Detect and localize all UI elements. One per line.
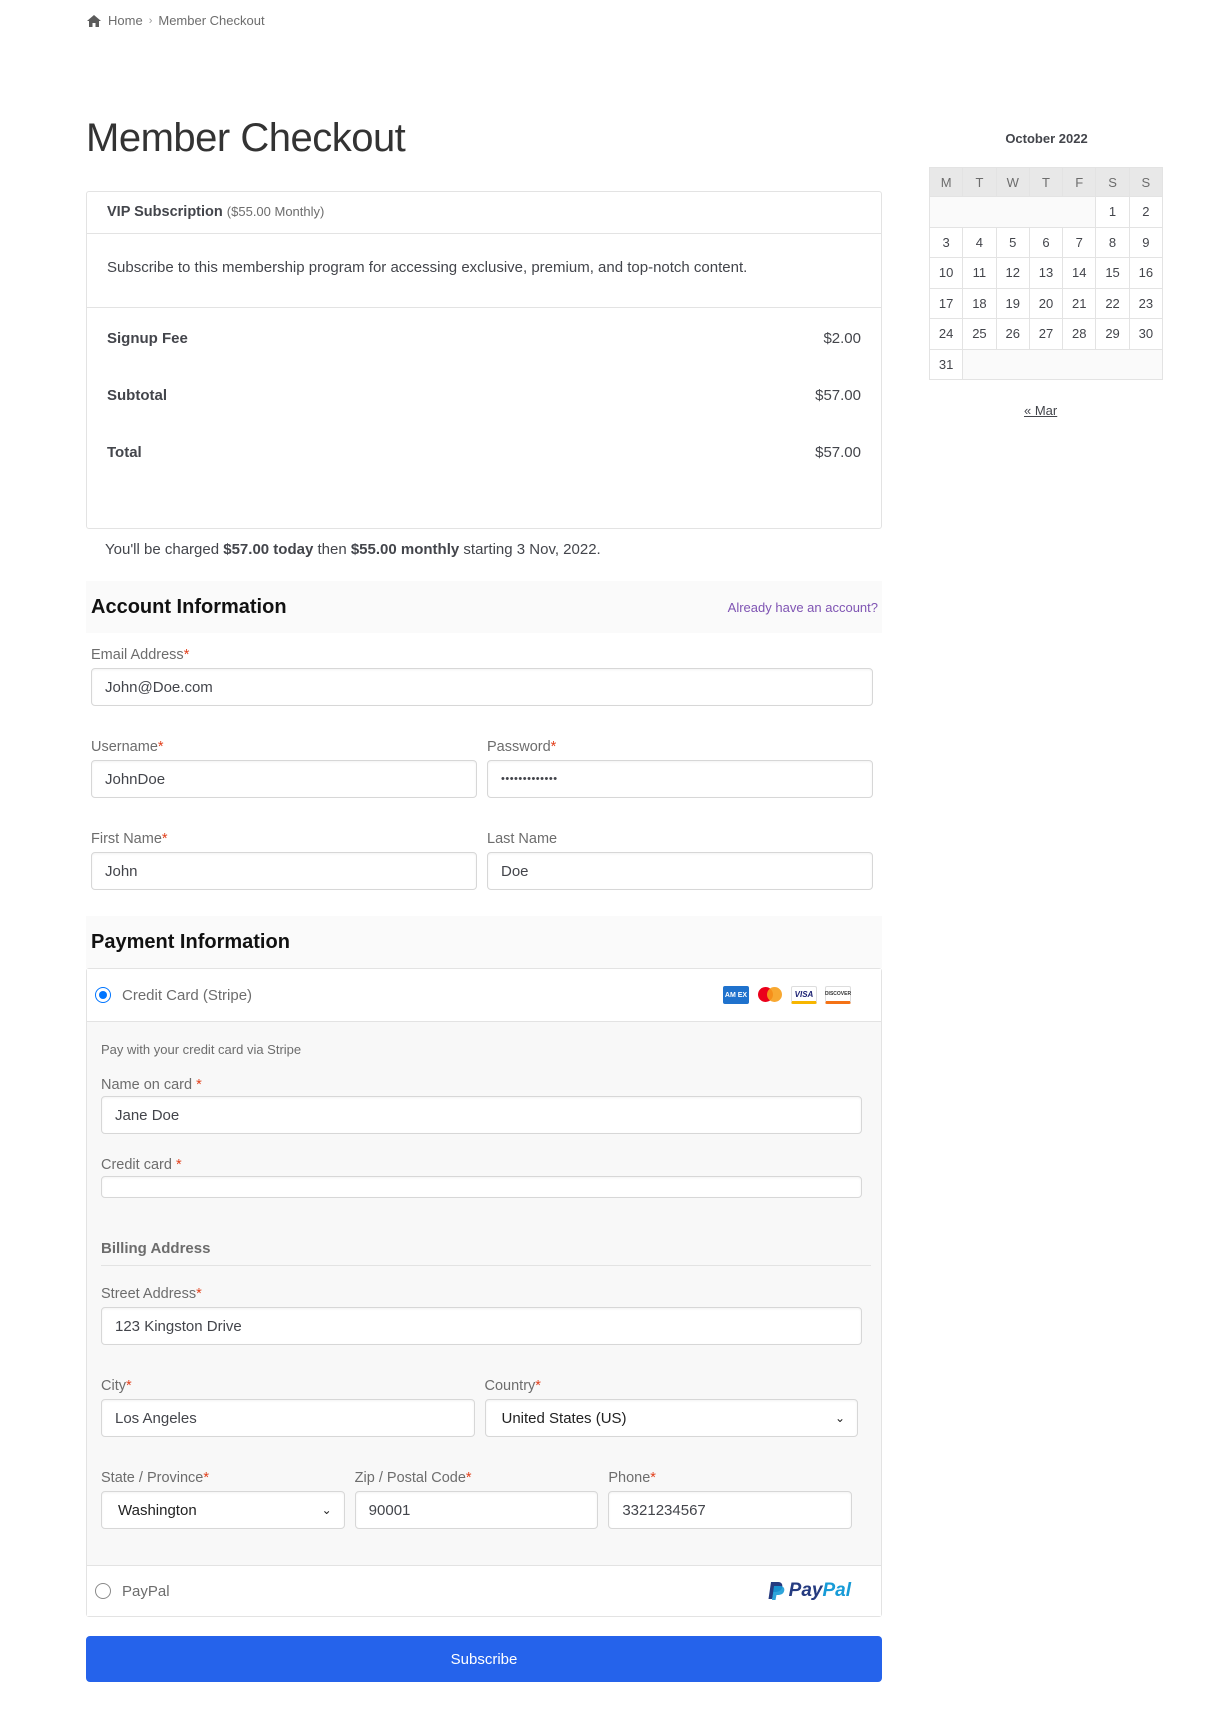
street-label: Street Address*	[101, 1286, 202, 1302]
weekday: T	[963, 168, 996, 197]
weekday: S	[1096, 168, 1129, 197]
calendar-caption: October 2022	[1005, 131, 1088, 146]
row-label: Signup Fee	[107, 330, 188, 347]
password-label: Password*	[487, 739, 557, 755]
breadcrumb-home-link[interactable]: Home	[108, 13, 143, 28]
checkout-form	[86, 191, 882, 1682]
chevron-down-icon: ⌄	[321, 1503, 332, 1517]
calendar-day: 3	[930, 227, 963, 258]
stripe-option[interactable]	[87, 969, 881, 1021]
stripe-radio[interactable]	[95, 987, 111, 1003]
paypal-option-left	[95, 1583, 170, 1600]
credentials-row	[91, 739, 873, 798]
stripe-label: Credit Card (Stripe)	[122, 986, 253, 1004]
discover-icon: DISCOVER	[825, 986, 851, 1004]
name-row	[91, 831, 873, 890]
state-value: Washington	[118, 1501, 197, 1519]
payment-section-header	[86, 916, 882, 968]
account-heading: Account Information	[91, 595, 287, 618]
breadcrumb	[86, 13, 265, 28]
calendar-day: 16	[1129, 258, 1162, 289]
plan-price: ($55.00 Monthly)	[226, 204, 325, 219]
subscribe-button[interactable]: Subscribe	[86, 1636, 882, 1682]
password-group	[487, 739, 873, 798]
city-group	[101, 1378, 475, 1437]
paypal-logo-text-1: Pay	[788, 1580, 823, 1601]
city-field[interactable]: Los Angeles	[101, 1399, 475, 1437]
stripe-form	[87, 1021, 881, 1566]
card-icons	[723, 986, 851, 1004]
plan-header	[87, 192, 881, 234]
state-select[interactable]	[101, 1491, 345, 1529]
calendar-day: 30	[1129, 319, 1162, 350]
calendar-day: 9	[1129, 227, 1162, 258]
credit-card-field[interactable]	[101, 1176, 862, 1198]
charge-monthly-amount: $55.00 monthly	[350, 541, 460, 558]
email-group	[91, 647, 873, 706]
calendar-week	[930, 227, 1163, 258]
first-name-label: First Name*	[91, 831, 168, 847]
weekday: W	[996, 168, 1029, 197]
calendar-day: 19	[996, 288, 1029, 319]
charge-note-prefix: You'll be charged	[105, 541, 224, 558]
calendar-week	[930, 197, 1163, 228]
first-name-field[interactable]: John	[91, 852, 477, 890]
calendar-day: 11	[963, 258, 996, 289]
credit-card-label: Credit card *	[101, 1157, 182, 1173]
calendar-day: 1	[1096, 197, 1129, 228]
calendar-day: 7	[1063, 227, 1096, 258]
calendar-prev-link[interactable]: « Mar	[1024, 403, 1058, 418]
calendar-day: 31	[930, 349, 963, 380]
weekday: F	[1063, 168, 1096, 197]
signup-fee-row	[107, 330, 861, 387]
visa-icon: VISA	[791, 986, 817, 1004]
calendar-day: 22	[1096, 288, 1129, 319]
city-label: City*	[101, 1378, 132, 1394]
calendar-day: 10	[930, 258, 963, 289]
username-field[interactable]: JohnDoe	[91, 760, 477, 798]
zip-label: Zip / Postal Code*	[354, 1470, 472, 1486]
calendar-day: 21	[1063, 288, 1096, 319]
calendar-day: 29	[1096, 319, 1129, 350]
calendar-weekdays	[930, 168, 1163, 197]
credit-card-group	[101, 1157, 862, 1198]
payment-heading: Payment Information	[91, 930, 290, 953]
calendar-day: 18	[963, 288, 996, 319]
paypal-label: PayPal	[122, 1582, 170, 1600]
password-field[interactable]: •••••••••••••	[487, 760, 873, 798]
paypal-radio[interactable]	[95, 1583, 111, 1599]
account-section-header	[86, 581, 882, 633]
phone-field[interactable]: 3321234567	[608, 1491, 852, 1529]
country-label: Country*	[484, 1378, 541, 1394]
calendar-day: 24	[930, 319, 963, 350]
stripe-option-left	[95, 987, 252, 1004]
username-label: Username*	[91, 739, 164, 755]
calendar-week	[930, 349, 1163, 380]
breadcrumb-current: Member Checkout	[158, 13, 265, 28]
state-label: State / Province*	[101, 1470, 210, 1486]
billing-heading: Billing Address	[101, 1240, 871, 1266]
row-label: Subtotal	[107, 387, 167, 404]
calendar-day: 20	[1029, 288, 1062, 319]
calendar-day: 6	[1029, 227, 1062, 258]
row-value: $57.00	[815, 444, 861, 461]
email-field[interactable]: John@Doe.com	[91, 668, 873, 706]
mastercard-icon	[757, 986, 783, 1004]
charge-note	[86, 541, 882, 558]
zip-field[interactable]: 90001	[355, 1491, 599, 1529]
state-group	[101, 1470, 345, 1529]
breadcrumb-separator: ›	[148, 14, 153, 27]
phone-group	[608, 1470, 852, 1529]
calendar-day: 2	[1129, 197, 1162, 228]
plan-name: VIP Subscription	[107, 204, 223, 220]
calendar-day: 25	[963, 319, 996, 350]
last-name-label: Last Name	[487, 831, 558, 847]
calendar-day: 4	[963, 227, 996, 258]
home-icon	[86, 14, 102, 28]
calendar-day: 28	[1063, 319, 1096, 350]
paypal-option[interactable]	[87, 1566, 881, 1616]
zip-group	[355, 1470, 599, 1529]
subtotal-row	[107, 387, 861, 444]
paypal-logo	[767, 1580, 851, 1602]
page-title: Member Checkout	[86, 116, 406, 160]
calendar-day: 23	[1129, 288, 1162, 319]
order-summary	[86, 191, 882, 529]
email-label: Email Address*	[91, 647, 190, 663]
calendar-week	[930, 258, 1163, 289]
price-breakdown	[87, 308, 881, 528]
city-country-row	[101, 1378, 862, 1437]
calendar-day: 27	[1029, 319, 1062, 350]
calendar-day: 12	[996, 258, 1029, 289]
calendar-day: 5	[996, 227, 1029, 258]
row-value: $2.00	[823, 330, 861, 347]
last-name-field[interactable]: Doe	[487, 852, 873, 890]
calendar-nav	[929, 403, 1164, 418]
amex-icon: AM EX	[723, 986, 749, 1004]
paypal-icon	[767, 1581, 785, 1601]
account-fields	[86, 647, 882, 890]
country-select[interactable]	[485, 1399, 859, 1437]
name-on-card-label: Name on card *	[101, 1077, 202, 1093]
username-group	[91, 739, 477, 798]
country-group	[485, 1378, 859, 1437]
calendar-pad	[963, 349, 1163, 380]
calendar-day: 13	[1029, 258, 1062, 289]
stripe-intro: Pay with your credit card via Stripe	[101, 1042, 302, 1057]
paypal-logo-text-2: Pal	[822, 1580, 851, 1601]
calendar-week	[930, 319, 1163, 350]
phone-label: Phone*	[608, 1470, 656, 1486]
name-on-card-field[interactable]: Jane Doe	[101, 1096, 862, 1134]
weekday: S	[1129, 168, 1162, 197]
weekday: M	[930, 168, 963, 197]
row-value: $57.00	[815, 387, 861, 404]
street-field[interactable]: 123 Kingston Drive	[101, 1307, 862, 1345]
state-zip-phone-row	[101, 1470, 852, 1529]
plan-description: Subscribe to this membership program for accessing exclusive, premium, and top-notch content.	[87, 234, 881, 308]
charge-note-middle: then	[313, 541, 351, 558]
calendar-day: 14	[1063, 258, 1096, 289]
calendar-week	[930, 288, 1163, 319]
calendar-table	[929, 167, 1163, 380]
row-label: Total	[107, 444, 142, 461]
calendar-body	[930, 197, 1163, 380]
calendar-pad	[930, 197, 1096, 228]
charge-note-suffix: starting 3 Nov, 2022.	[459, 541, 601, 558]
country-value: United States (US)	[501, 1409, 627, 1427]
calendar-day: 17	[930, 288, 963, 319]
sidebar-calendar	[929, 131, 1164, 418]
calendar-day: 26	[996, 319, 1029, 350]
first-name-group	[91, 831, 477, 890]
charge-today-amount: $57.00 today	[223, 541, 314, 558]
calendar-day: 8	[1096, 227, 1129, 258]
name-on-card-group	[101, 1077, 862, 1134]
chevron-down-icon: ⌄	[834, 1411, 845, 1425]
total-row	[107, 444, 861, 484]
calendar-day: 15	[1096, 258, 1129, 289]
last-name-group	[487, 831, 873, 890]
street-group	[101, 1286, 862, 1345]
login-link[interactable]: Already have an account?	[727, 599, 878, 615]
weekday: T	[1029, 168, 1062, 197]
payment-methods	[86, 968, 882, 1617]
